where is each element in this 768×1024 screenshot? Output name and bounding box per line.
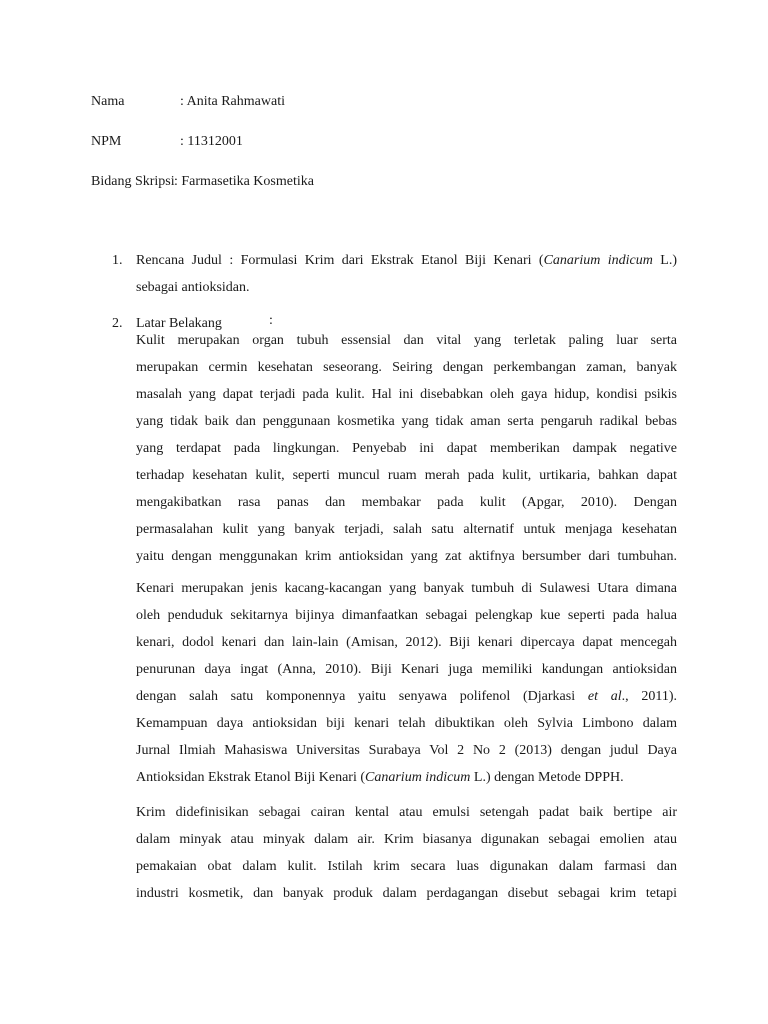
para3-line: pemakaian obat dalam kulit. Istilah krim secara luas digunakan dalam farmasi dan	[136, 859, 677, 874]
para2-line: oleh penduduk sekitarnya bijinya dimanfaatkan sebagai pelengkap kue seperti pada halua	[136, 608, 677, 623]
para1-line: yang terdapat pada lingkungan. Penyebab ini dapat memberikan dampak negative	[136, 441, 677, 456]
para1-line: merupakan cermin kesehatan seseorang. Seiring dengan perkembangan zaman, banyak	[136, 360, 677, 375]
para2-line: Jurnal Ilmiah Mahasiswa Universitas Surabaya Vol 2 No 2 (2013) dengan judul Daya	[136, 743, 677, 758]
para1-line: masalah yang dapat terjadi pada kulit. Hal ini disebabkan oleh gaya hidup, kondisi psikis	[136, 387, 677, 402]
para2-year: ., 2011).	[621, 689, 677, 704]
para2-method: L.) dengan Metode DPPH.	[470, 770, 624, 785]
para2-line: kenari, dodol kenari dan lain-lain (Amisan, 2012). Biji kenari dipercaya dapat mencegah	[136, 635, 677, 650]
npm-label: NPM	[91, 134, 122, 149]
para3-line: dalam minyak atau minyak dalam air. Krim biasanya digunakan sebagai emolien atau	[136, 832, 677, 847]
section2-colon: :	[269, 313, 273, 328]
section1-number: 1.	[112, 253, 123, 268]
para2-text: Antioksidan Ekstrak Etanol Biji Kenari (	[136, 770, 366, 785]
bidang-value: : Farmasetika Kosmetika	[174, 174, 314, 189]
para1-line: yang tidak baik dan penggunaan kosmetika yang tidak aman serta pengaruh radikal bebas	[136, 414, 677, 429]
para1-line: mengakibatkan rasa panas dan membakar pada kulit (Apgar, 2010). Dengan	[136, 495, 677, 510]
para2-line-species	[136, 769, 624, 787]
para2-text: dengan salah satu komponennya yaitu senyawa polifenol (Djarkasi	[136, 689, 588, 704]
para1-line: yaitu dengan menggunakan krim antioksidan yang zat aktifnya bersumber dari tumbuhan.	[136, 549, 677, 564]
title-suffix: L.)	[652, 253, 678, 268]
para2-etal: et al	[587, 689, 622, 704]
para2-line: penurunan daya ingat (Anna, 2010). Biji Kenari juga memiliki kandungan antioksidan	[136, 662, 677, 677]
para2-line-citation	[136, 688, 677, 706]
nama-value: : Anita Rahmawati	[180, 94, 285, 109]
section2-number: 2.	[112, 316, 123, 331]
npm-value: : 11312001	[180, 134, 243, 149]
para3-line: industri kosmetik, dan banyak produk dalam perdagangan disebut sebagai krim tetapi	[136, 886, 677, 901]
section2-heading: Latar Belakang	[136, 316, 222, 331]
para3-line: Krim didefinisikan sebagai cairan kental atau emulsi setengah padat baik bertipe air	[136, 805, 677, 820]
para2-line: Kenari merupakan jenis kacang-kacangan yang banyak tumbuh di Sulawesi Utara dimana	[136, 581, 677, 596]
para2-species: Canarium indicum	[365, 770, 471, 785]
para1-line: permasalahan kulit yang banyak terjadi, salah satu alternatif untuk menjaga kesehatan	[136, 522, 677, 537]
para1-line: Kulit merupakan organ tubuh essensial dan vital yang terletak paling luar serta	[136, 333, 677, 348]
title-species: Canarium indicum	[543, 253, 653, 268]
nama-label: Nama	[91, 94, 125, 109]
title-text: Rencana Judul : Formulasi Krim dari Ekstrak Etanol Biji Kenari (	[136, 253, 544, 268]
section1-title-line2: sebagai antioksidan.	[136, 280, 250, 295]
para1-line: terhadap kesehatan kulit, seperti muncul ruam merah pada kulit, urtikaria, bahkan dapat	[136, 468, 677, 483]
bidang-label: Bidang Skripsi	[91, 174, 175, 189]
para2-line: Kemampuan daya antioksidan biji kenari telah dibuktikan oleh Sylvia Limbono dalam	[136, 716, 677, 731]
section1-title-line1	[136, 252, 677, 270]
